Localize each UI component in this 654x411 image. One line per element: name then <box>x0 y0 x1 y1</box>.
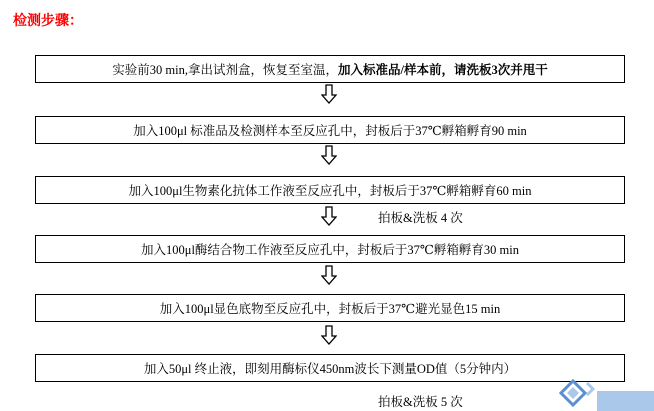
step-3-text: 加入100μl生物素化抗体工作液至反应孔中，封板后于37℃孵箱孵育60 min <box>128 184 532 198</box>
step-1-bold-text: 加入标准品/样本前，请洗板3次并甩干 <box>337 63 548 77</box>
step-6-text: 加入50μl 终止液，即刻用酶标仪450nm波长下测量OD值（5分钟内） <box>143 362 517 376</box>
corner-logo-icon <box>557 377 654 411</box>
down-arrow-icon <box>321 84 337 104</box>
down-arrow-icon <box>321 206 337 226</box>
step-1-text: 实验前30 min,拿出试剂盒，恢复至室温， <box>112 63 338 77</box>
step-box-2 <box>35 116 625 144</box>
wash-note-2: 拍板&洗板 5 次 <box>378 395 463 409</box>
step-4-text: 加入100μl酶结合物工作液至反应孔中，封板后于37℃孵箱孵育30 min <box>141 243 519 257</box>
step-2-text: 加入100μl 标准品及检测样本至反应孔中，封板后于37℃孵箱孵育90 min <box>133 124 527 138</box>
down-arrow-icon <box>321 325 337 345</box>
step-box-3 <box>35 176 625 204</box>
wash-note-1: 拍板&洗板 4 次 <box>378 211 463 225</box>
step-box-6 <box>35 354 625 382</box>
down-arrow-icon <box>321 145 337 165</box>
step-box-1 <box>35 55 625 83</box>
step-box-4 <box>35 235 625 263</box>
step-5-text: 加入100μl显色底物至反应孔中，封板后于37℃避光显色15 min <box>159 302 501 316</box>
down-arrow-icon <box>321 265 337 285</box>
page-title: 检测步骤： <box>13 13 83 29</box>
step-box-5 <box>35 294 625 322</box>
